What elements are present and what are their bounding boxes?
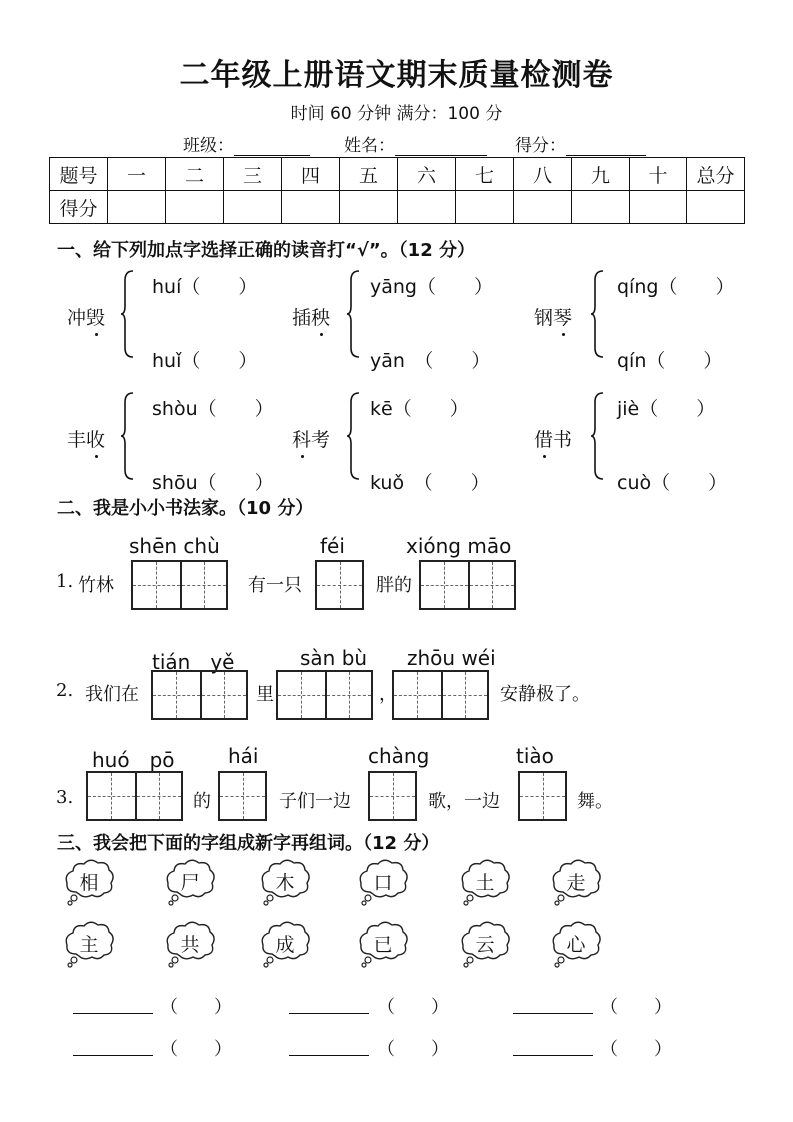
pinyin: féi <box>320 534 345 558</box>
table-cell: 得分 <box>50 191 108 224</box>
word-char: 书 <box>553 429 573 451</box>
cloud-character: 土 <box>475 872 495 894</box>
cloud-character: 共 <box>180 934 200 956</box>
score-input-cell[interactable] <box>687 191 745 224</box>
pinyin-option[interactable]: huǐ（ ） <box>152 350 258 372</box>
score-table-score-row <box>50 191 745 224</box>
section1-title: 一、给下列加点字选择正确的读音打“√”。（12 分） <box>57 240 475 261</box>
score-input-cell[interactable] <box>514 191 572 224</box>
score-label: 得分： <box>515 136 566 156</box>
character-cloud <box>163 858 217 906</box>
pinyin: tián yě <box>152 650 235 674</box>
emphasis-dot <box>320 333 323 336</box>
sentence-text: 里 <box>256 684 274 705</box>
character-cloud <box>356 920 410 968</box>
target-word <box>67 303 105 330</box>
table-cell: 六 <box>398 158 456 191</box>
sentence-text: 有一只 <box>248 575 302 596</box>
brace-icon <box>346 392 360 480</box>
score-input-cell[interactable] <box>340 191 398 224</box>
word-char: 科 <box>292 429 311 451</box>
score-input-cell[interactable] <box>224 191 282 224</box>
word-char: 毁 <box>86 307 105 329</box>
word-char: 借 <box>534 429 553 451</box>
page-title: 二年级上册语文期末质量检测卷 <box>179 58 614 93</box>
brace-icon <box>120 392 134 480</box>
answer-paren[interactable]: （ ） <box>600 1039 672 1060</box>
emphasis-dot <box>562 333 565 336</box>
name-field <box>344 131 487 156</box>
class-blank[interactable] <box>234 137 310 156</box>
target-word <box>292 303 330 330</box>
word-char: 丰 <box>67 429 87 451</box>
word-char: 钢 <box>534 307 554 329</box>
score-input-cell[interactable] <box>108 191 166 224</box>
score-input-cell[interactable] <box>572 191 630 224</box>
answer-blank[interactable] <box>289 1013 369 1014</box>
pinyin-option[interactable]: huí（ ） <box>152 276 258 298</box>
pinyin-option[interactable]: shōu（ ） <box>152 472 274 494</box>
cloud-character: 主 <box>79 934 99 956</box>
pinyin-option[interactable]: yāng（ ） <box>370 276 493 298</box>
exam-meta: 时间 60 分钟 满分：100 分 <box>290 104 503 124</box>
brace-icon <box>346 270 360 358</box>
word-char: 考 <box>311 429 331 451</box>
score-blank[interactable] <box>566 137 646 156</box>
character-cloud <box>356 858 410 906</box>
score-input-cell[interactable] <box>456 191 514 224</box>
character-cloud <box>258 858 312 906</box>
word-char: 收 <box>86 429 105 451</box>
score-field <box>515 131 646 156</box>
cloud-character: 走 <box>566 872 586 894</box>
score-input-cell[interactable] <box>282 191 340 224</box>
table-cell: 八 <box>514 158 572 191</box>
sentence-text: 我们在 <box>85 684 139 705</box>
sentence-text: 的 <box>193 791 211 812</box>
character-cloud <box>458 920 512 968</box>
writing-grid[interactable] <box>518 771 567 821</box>
score-table-header-row <box>50 158 745 191</box>
sentence-text: 安静极了。 <box>500 684 590 705</box>
word-char: 插 <box>292 307 312 329</box>
cloud-character: 相 <box>79 872 99 894</box>
writing-grid[interactable] <box>392 670 489 720</box>
pinyin-option[interactable]: qíng（ ） <box>617 276 735 298</box>
sentence-text: 胖的 <box>376 575 412 596</box>
table-cell: 十 <box>630 158 687 191</box>
cloud-character: 木 <box>275 872 295 894</box>
table-cell: 一 <box>108 158 166 191</box>
question-number: 2. <box>56 680 74 701</box>
pinyin-option[interactable]: jiè（ ） <box>617 398 716 420</box>
sentence-text: ， <box>379 684 397 705</box>
writing-grid[interactable] <box>276 670 373 720</box>
character-cloud <box>549 920 603 968</box>
answer-paren[interactable]: （ ） <box>600 997 672 1018</box>
pinyin: xióng māo <box>406 534 512 558</box>
cloud-character: 心 <box>566 934 586 956</box>
sentence-text: 歌，一边 <box>428 791 500 812</box>
pinyin-option[interactable]: qín（ ） <box>617 350 723 372</box>
score-table <box>49 157 745 224</box>
pinyin-option[interactable]: kē（ ） <box>370 398 469 420</box>
class-field <box>183 131 310 156</box>
cloud-character: 成 <box>275 934 295 956</box>
writing-grid[interactable] <box>131 560 228 610</box>
character-cloud <box>258 920 312 968</box>
name-label: 姓名： <box>344 136 395 156</box>
answer-blank[interactable] <box>73 1013 153 1014</box>
character-cloud <box>549 858 603 906</box>
brace-icon <box>590 392 604 480</box>
pinyin: sàn bù <box>300 646 368 670</box>
brace-icon <box>590 270 604 358</box>
emphasis-dot <box>95 455 98 458</box>
sentence-text: 竹林 <box>78 575 114 596</box>
table-cell: 总分 <box>687 158 745 191</box>
answer-paren[interactable]: （ ） <box>160 997 232 1018</box>
writing-grid[interactable] <box>218 771 267 821</box>
answer-blank[interactable] <box>73 1055 153 1056</box>
section3-title: 三、我会把下面的字组成新字再组词。（12 分） <box>57 833 440 854</box>
sentence-text: 舞。 <box>577 791 613 812</box>
section2-title: 二、我是小小书法家。（10 分） <box>57 498 314 519</box>
target-word <box>534 425 572 452</box>
pinyin: chàng <box>368 744 430 768</box>
table-cell: 四 <box>282 158 340 191</box>
pinyin: shēn chù <box>129 534 220 558</box>
answer-paren[interactable]: （ ） <box>377 1039 449 1060</box>
emphasis-dot <box>543 455 546 458</box>
word-char: 秧 <box>311 307 330 329</box>
character-cloud <box>62 858 116 906</box>
pinyin-option[interactable]: cuò（ ） <box>617 472 728 494</box>
table-cell: 二 <box>166 158 224 191</box>
score-input-cell[interactable] <box>398 191 456 224</box>
cloud-character: 尸 <box>180 872 200 894</box>
table-cell: 九 <box>572 158 630 191</box>
answer-paren[interactable]: （ ） <box>377 997 449 1018</box>
answer-blank[interactable] <box>289 1055 369 1056</box>
question-number: 3. <box>56 787 74 808</box>
pinyin: tiào <box>516 744 554 768</box>
pinyin: huó pō <box>92 748 175 772</box>
answer-blank[interactable] <box>513 1055 593 1056</box>
pinyin-option[interactable]: kuǒ （ ） <box>370 472 490 494</box>
target-word <box>67 425 105 452</box>
class-label: 班级： <box>183 136 234 156</box>
word-char: 琴 <box>553 307 572 329</box>
emphasis-dot <box>95 333 98 336</box>
pinyin: hái <box>228 744 259 768</box>
score-input-cell[interactable] <box>166 191 224 224</box>
sentence-text: 子们一边 <box>279 791 351 812</box>
target-word <box>292 425 330 452</box>
name-blank[interactable] <box>395 137 487 156</box>
cloud-character: 口 <box>373 872 393 894</box>
writing-grid[interactable] <box>419 560 516 610</box>
character-cloud <box>163 920 217 968</box>
pinyin-option[interactable]: shòu（ ） <box>152 398 274 420</box>
emphasis-dot <box>301 455 304 458</box>
writing-grid[interactable] <box>151 670 248 720</box>
table-cell: 题号 <box>50 158 108 191</box>
table-cell: 三 <box>224 158 282 191</box>
writing-grid[interactable] <box>86 771 183 821</box>
word-char: 冲 <box>67 307 87 329</box>
table-cell: 五 <box>340 158 398 191</box>
answer-paren[interactable]: （ ） <box>160 1039 232 1060</box>
answer-blank[interactable] <box>513 1013 593 1014</box>
question-number: 1. <box>56 571 74 592</box>
pinyin: zhōu wéi <box>407 646 496 670</box>
character-cloud <box>62 920 116 968</box>
writing-grid[interactable] <box>315 560 364 610</box>
character-cloud <box>458 858 512 906</box>
cloud-character: 云 <box>475 934 495 956</box>
writing-grid[interactable] <box>368 771 417 821</box>
target-word <box>534 303 572 330</box>
score-input-cell[interactable] <box>630 191 687 224</box>
pinyin-option[interactable]: yān （ ） <box>370 350 491 372</box>
brace-icon <box>120 270 134 358</box>
cloud-character: 已 <box>373 934 393 956</box>
table-cell: 七 <box>456 158 514 191</box>
